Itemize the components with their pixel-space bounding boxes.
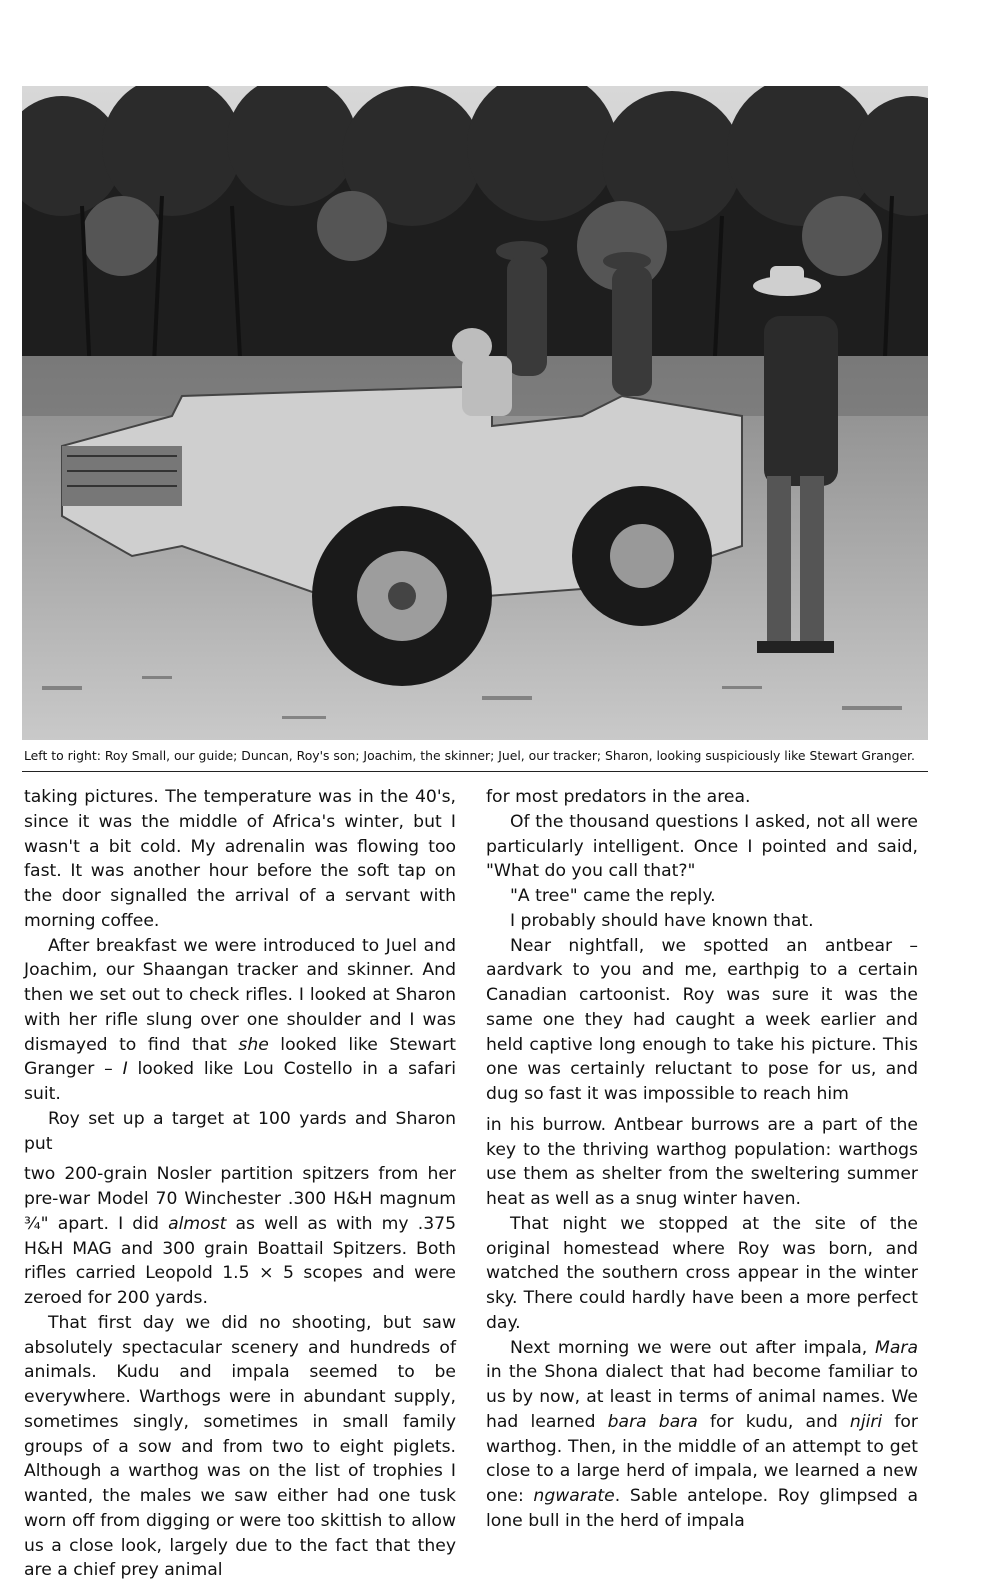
paragraph: I probably should have known that. [510,910,814,931]
paragraph: Next morning we were out after impala, Mara in the Shona dialect that had become familiar to us by now, at least in terms of animal names. We had learned bara bara for kudu, and njiri for warthog. Then, in the middle of an attempt to get close to a large herd of impala, we learned a new one: ngwarate. Sable antelope. Roy glimpsed a lone bull in the herd of impala [486,1337,918,1531]
photo-caption: Left to right: Roy Small, our guide; Duncan, Roy's son; Joachim, the skinner; Juel, our tracker; Sharon, looking suspiciously like Stewart Granger. [24,748,915,763]
paragraph: After breakfast we were introduced to Juel and Joachim, our Shaangan tracker and skinner. And then we set out to check rifles. I looked at Sharon with her rifle slung over one shoulder and I was dismayed to find that she looked like Stewart Granger – I looked like Lou Costello in a safari suit. [24,935,457,1104]
paragraph: in his burrow. Antbear burrows are a part of the key to the thriving warthog population: warthogs use them as shelter from the sweltering summer heat as well as a snug winter haven. [486,1114,918,1209]
paragraph: That first day we did no shooting, but saw absolutely spectacular scenery and hundreds of animals. Kudu and impala seemed to be everywhere. Warthogs were in abundant supply, sometimes singly, sometimes in small family groups of a sow and from two to eight piglets. Although a warthog was on the list of trophies I wanted, the males we saw either had one tusk worn off from digging or were too skittish to allow us a close look, largely due to the fact that they are a chief prey animal [24,1312,456,1581]
paragraph: "A tree" came the reply. [510,886,716,906]
paragraph: two 200-grain Nosler partition spitzers from her pre-war Model 70 Winchester .300 H&H magnum ¾" apart. I did almost as well as with my .375 H&H MAG and 300 grain Boattail Spitzers. Both rifles carried Leopold 1.5 × 5 scopes and were zeroed for 200 yards. [24,1164,457,1308]
paragraph: taking pictures. The temperature was in the 40's, since it was the middle of Africa's winter, but I wasn't a bit cold. My adrenalin was flowing too fast. It was another hour before the soft tap on the door signalled the arrival of a servant with morning coffee. [24,787,456,931]
paragraph: Near nightfall, we spotted an antbear – aardvark to you and me, earthpig to a certain Canadian cartoonist. Roy was sure it was the same one they had caught a week earlier and held captive long enough to take his picture. This one was certainly reluctant to pose for us, and dug so fast it was impossible to reach him [486,935,918,1104]
paragraph: for most predators in the area. [486,787,751,807]
paragraph: Roy set up a target at 100 yards and Sharon put [24,1108,456,1154]
left-column [24,785,456,1583]
paragraph: That night we stopped at the site of the original homestead where Roy was born, and watched the southern cross appear in the winter sky. There could hardly have been a more perfect day. [486,1213,918,1333]
caption-divider [22,771,928,772]
safari-photo [22,86,928,740]
paragraph: Of the thousand questions I asked, not all were particularly intelligent. Once I pointed and said, "What do you call that?" [486,811,918,882]
right-column [486,785,918,1534]
land-rover-photo-icon [22,86,928,740]
